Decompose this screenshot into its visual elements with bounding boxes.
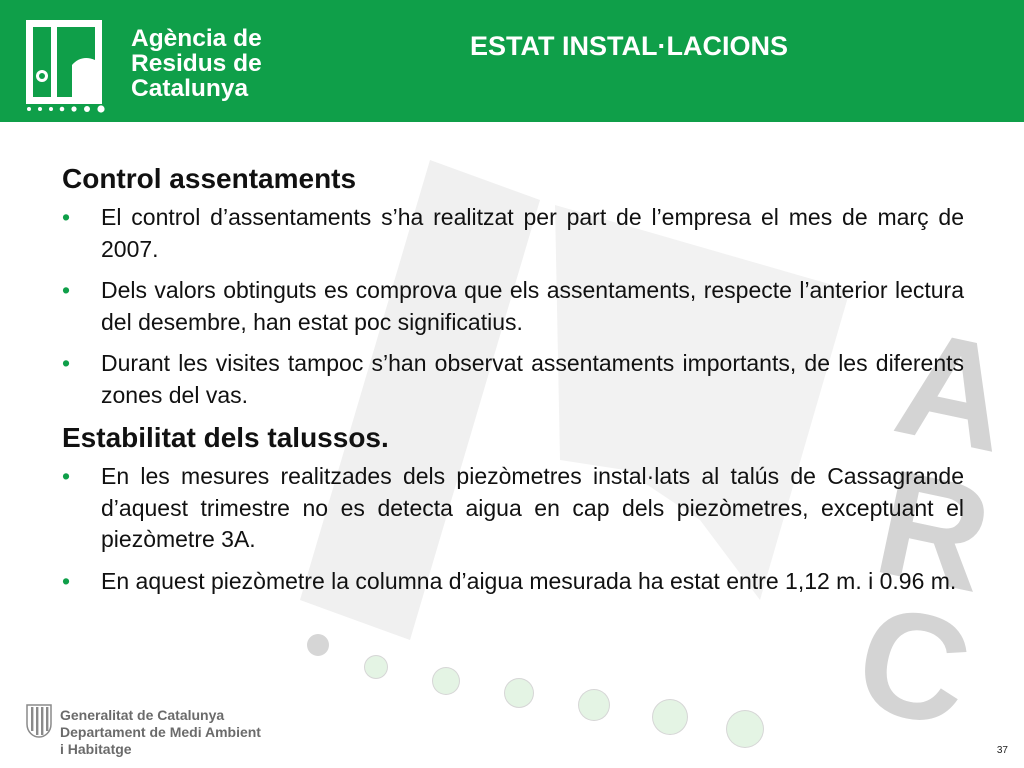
watermark-letter-r: R xyxy=(863,436,1005,624)
watermark-letter-c: C xyxy=(843,571,985,759)
agency-name-line-3: Catalunya xyxy=(131,75,249,102)
agency-name-line-2: Residus de xyxy=(131,50,262,77)
bullet-icon: • xyxy=(62,567,71,594)
bullet-icon: • xyxy=(62,463,71,489)
footer-institution xyxy=(60,707,261,758)
bullet-text: En aquest piezòmetre la columna d’aigua mesurada ha estat entre 1,12 m. i 0.96 m. xyxy=(101,567,957,594)
header-bar xyxy=(0,0,1024,122)
watermark-letter-a: A xyxy=(883,296,1024,484)
logo-dots-icon xyxy=(26,103,116,115)
footer-line-1: Generalitat de Catalunya xyxy=(60,707,225,723)
bullet-icon: • xyxy=(62,350,71,376)
bullet-text: En les mesures realitzades dels piezòmetres instal·lats al talús de Cassagrande d’aquest trimestre no es detecta aigua en cap dels piezòmetres, exceptuant el piezòmetre 3A. xyxy=(101,463,964,552)
agency-name xyxy=(131,26,262,101)
bullet-text: Dels valors obtinguts es comprova que els assentaments, respecte l’anterior lectura del desembre, han estat poc significatius. xyxy=(101,277,964,335)
list-item xyxy=(62,348,964,411)
bullet-text: El control d’assentaments s’ha realitzat per part de l’empresa el mes de març de 2007. xyxy=(101,204,964,262)
list-item xyxy=(62,275,964,338)
settlements-bullet-list xyxy=(62,202,964,411)
page-number: 37 xyxy=(996,745,1008,756)
generalitat-emblem-icon xyxy=(26,704,52,738)
section-heading-slope-stability: Estabilitat dels talussos. xyxy=(62,422,389,453)
footer-line-3: i Habitatge xyxy=(60,741,132,757)
list-item xyxy=(62,566,964,598)
list-item xyxy=(62,202,964,265)
section-heading-settlements: Control assentaments xyxy=(62,163,357,194)
slope-stability-bullet-list xyxy=(62,461,964,597)
bullet-icon: • xyxy=(62,277,71,303)
list-item xyxy=(62,461,964,556)
slide-body xyxy=(62,162,964,607)
slide-title: ESTAT INSTAL·LACIONS xyxy=(470,31,788,61)
bullet-text: Durant les visites tampoc s’han observat assentaments importants, de les diferents zones del vas. xyxy=(101,350,964,408)
arc-logo-icon xyxy=(26,20,102,104)
agency-name-line-1: Agència de xyxy=(131,25,262,52)
footer-line-2: Departament de Medi Ambient xyxy=(60,724,261,740)
bullet-icon: • xyxy=(62,204,71,230)
